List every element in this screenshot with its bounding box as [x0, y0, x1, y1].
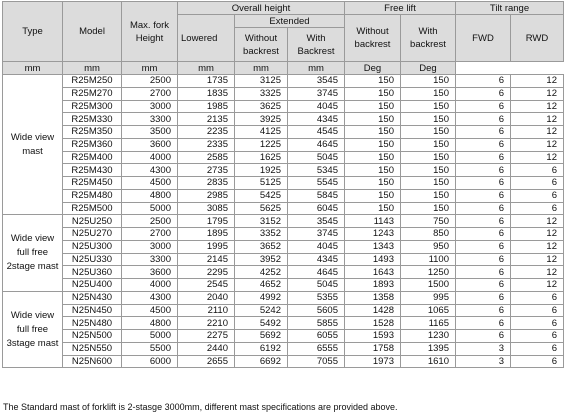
table-cell: 3	[456, 342, 511, 355]
table-cell: 6	[511, 202, 564, 215]
table-cell: 150	[345, 151, 401, 164]
table-cell: 2700	[122, 87, 178, 100]
table-cell: 6	[456, 75, 511, 88]
table-cell: 3600	[122, 266, 178, 279]
table-cell: 12	[511, 138, 564, 151]
table-cell: 1758	[345, 342, 401, 355]
unit-cell: Deg	[345, 62, 401, 75]
table-cell: 5425	[235, 189, 288, 202]
table-cell: 6	[456, 113, 511, 126]
table-cell: 3925	[235, 113, 288, 126]
table-cell: 1100	[401, 253, 456, 266]
table-cell: 4045	[288, 240, 345, 253]
table-cell: 3000	[122, 240, 178, 253]
table-cell: 6	[456, 317, 511, 330]
table-cell: 5125	[235, 177, 288, 190]
table-cell: 6055	[288, 330, 345, 343]
table-row	[3, 317, 564, 330]
table-row	[3, 253, 564, 266]
table-cell: 2145	[178, 253, 235, 266]
table-cell: 1165	[401, 317, 456, 330]
table-cell: 2585	[178, 151, 235, 164]
table-cell: 3745	[288, 87, 345, 100]
table-cell: 6555	[288, 342, 345, 355]
model-cell: N25N500	[63, 330, 122, 343]
table-cell: 1995	[178, 240, 235, 253]
table-cell: 1243	[345, 228, 401, 241]
header-free-lift: Free lift	[345, 2, 456, 15]
table-cell: 1358	[345, 291, 401, 304]
table-cell: 3	[456, 355, 511, 368]
table-cell: 6000	[122, 355, 178, 368]
table-cell: 3325	[235, 87, 288, 100]
table-cell: 5345	[288, 164, 345, 177]
table-cell: 3500	[122, 126, 178, 139]
model-cell: R25M250	[63, 75, 122, 88]
table-cell: 150	[401, 100, 456, 113]
header-tilt-range: Tilt range	[456, 2, 564, 15]
table-cell: 150	[345, 189, 401, 202]
table-cell: 2655	[178, 355, 235, 368]
table-cell: 4300	[122, 291, 178, 304]
table-row	[3, 215, 564, 228]
table-cell: 150	[401, 113, 456, 126]
table-cell: 150	[401, 151, 456, 164]
table-cell: 3652	[235, 240, 288, 253]
table-cell: 6	[456, 164, 511, 177]
model-cell: N25N600	[63, 355, 122, 368]
table-cell: 6	[511, 330, 564, 343]
table-header	[3, 2, 564, 75]
table-cell: 12	[511, 75, 564, 88]
table-cell: 12	[511, 240, 564, 253]
table-cell: 150	[345, 177, 401, 190]
table-cell: 3125	[235, 75, 288, 88]
table-cell: 6	[456, 100, 511, 113]
table-cell: 6	[456, 330, 511, 343]
table-cell: 5855	[288, 317, 345, 330]
table-cell: 12	[511, 126, 564, 139]
table-cell: 750	[401, 215, 456, 228]
table-cell: 6	[511, 342, 564, 355]
table-cell: 1593	[345, 330, 401, 343]
model-cell: R25M350	[63, 126, 122, 139]
table-cell: 4500	[122, 304, 178, 317]
table-row	[3, 291, 564, 304]
table-cell: 3300	[122, 253, 178, 266]
table-cell: 2985	[178, 189, 235, 202]
model-cell: R25M480	[63, 189, 122, 202]
table-cell: 150	[401, 202, 456, 215]
table-cell: 6	[456, 87, 511, 100]
table-cell: 4800	[122, 189, 178, 202]
table-cell: 2735	[178, 164, 235, 177]
table-cell: 4045	[288, 100, 345, 113]
table-row	[3, 202, 564, 215]
table-body	[3, 75, 564, 368]
model-cell: R25M430	[63, 164, 122, 177]
model-cell: N25U400	[63, 279, 122, 292]
table-row	[3, 113, 564, 126]
table-row	[3, 100, 564, 113]
table-cell: 3085	[178, 202, 235, 215]
table-cell: 3625	[235, 100, 288, 113]
mast-type-cell: Wide view full free 2stage mast	[3, 215, 63, 292]
table-cell: 1735	[178, 75, 235, 88]
table-cell: 1528	[345, 317, 401, 330]
header-overall-height: Overall height	[178, 2, 345, 15]
table-cell: 2275	[178, 330, 235, 343]
table-row	[3, 228, 564, 241]
table-cell: 150	[345, 138, 401, 151]
table-cell: 4000	[122, 279, 178, 292]
table-row	[3, 342, 564, 355]
table-cell: 5000	[122, 202, 178, 215]
table-cell: 1343	[345, 240, 401, 253]
table-cell: 1893	[345, 279, 401, 292]
table-row	[3, 164, 564, 177]
table-row	[3, 138, 564, 151]
table-cell: 6	[456, 126, 511, 139]
model-cell: R25M360	[63, 138, 122, 151]
table-cell: 150	[401, 164, 456, 177]
mast-type-cell: Wide view full free 3stage mast	[3, 291, 63, 368]
table-cell: 150	[401, 138, 456, 151]
table-cell: 12	[511, 151, 564, 164]
model-cell: N25U360	[63, 266, 122, 279]
header-fwd: FWD	[456, 15, 511, 62]
model-cell: N25U330	[63, 253, 122, 266]
units-row	[3, 62, 564, 75]
table-cell: 2210	[178, 317, 235, 330]
table-cell: 6	[511, 317, 564, 330]
table-cell: 150	[345, 100, 401, 113]
table-cell: 1250	[401, 266, 456, 279]
table-row	[3, 151, 564, 164]
table-cell: 4252	[235, 266, 288, 279]
footnote: The Standard mast of forklift is 2-stasge 3000mm, different mast specifications are provided above.	[3, 402, 398, 412]
table-row	[3, 240, 564, 253]
table-cell: 150	[345, 75, 401, 88]
table-cell: 4300	[122, 164, 178, 177]
table-cell: 4652	[235, 279, 288, 292]
table-cell: 1143	[345, 215, 401, 228]
table-cell: 6192	[235, 342, 288, 355]
table-cell: 3545	[288, 215, 345, 228]
unit-cell: mm	[288, 62, 345, 75]
table-cell: 5000	[122, 330, 178, 343]
table-cell: 150	[345, 113, 401, 126]
table-cell: 1225	[235, 138, 288, 151]
header-lowered: Lowered	[178, 15, 235, 62]
model-cell: R25M300	[63, 100, 122, 113]
table-cell: 4645	[288, 138, 345, 151]
table-cell: 12	[511, 253, 564, 266]
table-cell: 6	[456, 304, 511, 317]
table-row	[3, 279, 564, 292]
table-cell: 12	[511, 113, 564, 126]
unit-cell: mm	[63, 62, 122, 75]
table-cell: 150	[401, 87, 456, 100]
table-cell: 3352	[235, 228, 288, 241]
header-extended-with-backrest: With Backrest	[288, 28, 345, 62]
table-cell: 150	[345, 126, 401, 139]
table-cell: 4000	[122, 151, 178, 164]
table-cell: 1835	[178, 87, 235, 100]
table-cell: 6	[456, 177, 511, 190]
table-cell: 2110	[178, 304, 235, 317]
table-cell: 1428	[345, 304, 401, 317]
table-cell: 995	[401, 291, 456, 304]
table-row	[3, 266, 564, 279]
table-cell: 150	[401, 177, 456, 190]
table-cell: 4545	[288, 126, 345, 139]
table-row	[3, 330, 564, 343]
table-cell: 2500	[122, 75, 178, 88]
table-cell: 6	[511, 189, 564, 202]
table-cell: 150	[345, 202, 401, 215]
table-cell: 4125	[235, 126, 288, 139]
model-cell: N25N450	[63, 304, 122, 317]
table-cell: 3152	[235, 215, 288, 228]
table-cell: 150	[401, 126, 456, 139]
table-cell: 6	[456, 202, 511, 215]
table-cell: 150	[345, 87, 401, 100]
unit-cell: mm	[3, 62, 63, 75]
table-cell: 1610	[401, 355, 456, 368]
table-cell: 3600	[122, 138, 178, 151]
table-cell: 2545	[178, 279, 235, 292]
unit-cell: mm	[122, 62, 178, 75]
header-type: Type	[3, 2, 63, 62]
model-cell: R25M500	[63, 202, 122, 215]
table-row	[3, 75, 564, 88]
model-cell: R25M450	[63, 177, 122, 190]
table-cell: 5492	[235, 317, 288, 330]
table-cell: 3545	[288, 75, 345, 88]
table-cell: 6	[511, 164, 564, 177]
table-cell: 6	[456, 138, 511, 151]
unit-cell: Deg	[401, 62, 456, 75]
table-cell: 6	[511, 355, 564, 368]
table-cell: 150	[401, 189, 456, 202]
mast-type-cell: Wide view mast	[3, 75, 63, 215]
table-cell: 5845	[288, 189, 345, 202]
table-cell: 3952	[235, 253, 288, 266]
table-cell: 5242	[235, 304, 288, 317]
table-cell: 6	[456, 215, 511, 228]
table-cell: 1500	[401, 279, 456, 292]
table-row	[3, 189, 564, 202]
table-cell: 1895	[178, 228, 235, 241]
table-cell: 5545	[288, 177, 345, 190]
model-cell: N25N430	[63, 291, 122, 304]
header-max-fork-height: Max. fork Height	[122, 2, 178, 62]
table-cell: 1230	[401, 330, 456, 343]
table-cell: 1643	[345, 266, 401, 279]
table-cell: 1985	[178, 100, 235, 113]
table-cell: 850	[401, 228, 456, 241]
table-cell: 12	[511, 228, 564, 241]
table-cell: 1493	[345, 253, 401, 266]
table-cell: 6	[511, 304, 564, 317]
table-cell: 6	[511, 291, 564, 304]
table-cell: 6	[456, 253, 511, 266]
table-cell: 4345	[288, 113, 345, 126]
model-cell: N25N480	[63, 317, 122, 330]
table-cell: 2135	[178, 113, 235, 126]
table-cell: 7055	[288, 355, 345, 368]
table-cell: 150	[345, 164, 401, 177]
table-cell: 1925	[235, 164, 288, 177]
mast-spec-table	[2, 1, 564, 368]
table-cell: 4645	[288, 266, 345, 279]
table-cell: 2295	[178, 266, 235, 279]
table-cell: 5692	[235, 330, 288, 343]
model-cell: N25U300	[63, 240, 122, 253]
table-cell: 5625	[235, 202, 288, 215]
table-cell: 4345	[288, 253, 345, 266]
unit-cell: mm	[178, 62, 235, 75]
table-cell: 5045	[288, 151, 345, 164]
table-cell: 3000	[122, 100, 178, 113]
table-cell: 1973	[345, 355, 401, 368]
table-cell: 2040	[178, 291, 235, 304]
table-cell: 6	[456, 228, 511, 241]
table-row	[3, 87, 564, 100]
header-extended-without-backrest: Without backrest	[235, 28, 288, 62]
table-cell: 1065	[401, 304, 456, 317]
table-cell: 4992	[235, 291, 288, 304]
table-cell: 6	[456, 151, 511, 164]
table-cell: 6	[456, 266, 511, 279]
table-cell: 6	[456, 279, 511, 292]
table-cell: 6692	[235, 355, 288, 368]
table-cell: 4500	[122, 177, 178, 190]
table-cell: 12	[511, 100, 564, 113]
table-cell: 1395	[401, 342, 456, 355]
table-cell: 6045	[288, 202, 345, 215]
table-cell: 150	[401, 75, 456, 88]
table-row	[3, 304, 564, 317]
unit-cell: mm	[235, 62, 288, 75]
table-cell: 5045	[288, 279, 345, 292]
table-cell: 12	[511, 87, 564, 100]
table-cell: 2335	[178, 138, 235, 151]
table-cell: 1625	[235, 151, 288, 164]
table-cell: 3745	[288, 228, 345, 241]
model-cell: N25U250	[63, 215, 122, 228]
table-cell: 950	[401, 240, 456, 253]
header-extended: Extended	[235, 15, 345, 28]
header-free-lift-without-backrest: Without backrest	[345, 15, 401, 62]
table-cell: 2235	[178, 126, 235, 139]
header-rwd: RWD	[511, 15, 564, 62]
table-cell: 6	[456, 189, 511, 202]
table-cell: 2700	[122, 228, 178, 241]
table-cell: 6	[456, 240, 511, 253]
table-cell: 5500	[122, 342, 178, 355]
table-cell: 1795	[178, 215, 235, 228]
model-cell: R25M330	[63, 113, 122, 126]
table-cell: 2440	[178, 342, 235, 355]
model-cell: N25U270	[63, 228, 122, 241]
table-cell: 4800	[122, 317, 178, 330]
table-cell: 6	[511, 177, 564, 190]
table-cell: 3300	[122, 113, 178, 126]
table-cell: 2500	[122, 215, 178, 228]
header-free-lift-with-backrest: With backrest	[401, 15, 456, 62]
table-cell: 5355	[288, 291, 345, 304]
table-cell: 12	[511, 266, 564, 279]
model-cell: R25M270	[63, 87, 122, 100]
table-row	[3, 355, 564, 368]
table-cell: 2835	[178, 177, 235, 190]
table-cell: 6	[456, 291, 511, 304]
table-row	[3, 126, 564, 139]
model-cell: N25N550	[63, 342, 122, 355]
model-cell: R25M400	[63, 151, 122, 164]
header-model: Model	[63, 2, 122, 62]
table-cell: 12	[511, 215, 564, 228]
table-row	[3, 177, 564, 190]
table-cell: 5605	[288, 304, 345, 317]
table-cell: 12	[511, 279, 564, 292]
